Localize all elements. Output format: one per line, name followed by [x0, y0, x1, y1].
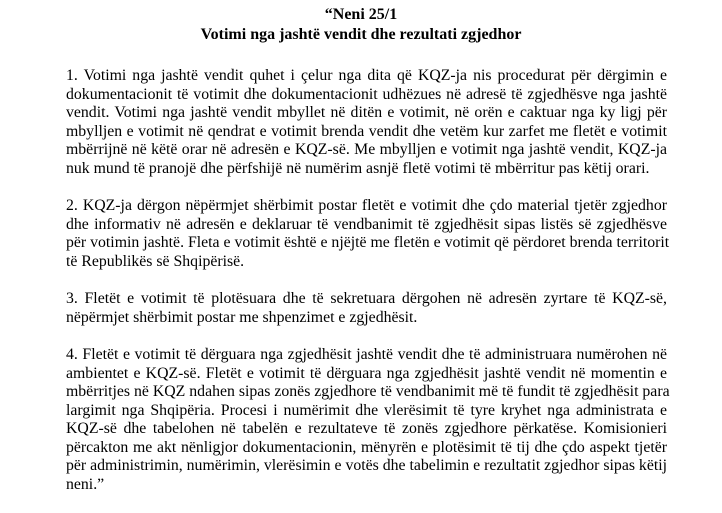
text-line: 2. KQZ-ja dërgon nëpërmjet shërbimit postar fletët e votimit dhe çdo material tjetër zgjedhor: [66, 197, 667, 215]
text-line: 1. Votimi nga jashtë vendit quhet i çelur nga dita që KQZ-ja nis procedurat për dërgimin e: [66, 67, 667, 84]
text-line: largimit nga Shqipëria. Procesi i numërimit dhe vlerësimit të tyre kryhet nga administrata e: [66, 401, 667, 419]
text-line: nëpërmjet shërbimit postar me shpenzimet e zgjedhësit.: [66, 308, 418, 326]
text-line: të Republikës së Shqipërisë.: [66, 252, 245, 270]
paragraph-1: [66, 67, 667, 179]
text-line: nuk mund të pranojë dhe përfshijë në numërim asnjë fletë votimi të mbërritur pas këtij orari.: [66, 159, 650, 177]
text-line: 3. Fletët e votimit të plotësuara dhe të sekretuara dërgohen në adresën zyrtare të KQZ-së,: [66, 290, 667, 308]
article-body: [66, 67, 670, 513]
text-line: mbërrijnë në këtë orar në adresën e KQZ-së. Me mbylljen e votimit nga jashtë vendit, KQZ-ja: [66, 141, 667, 159]
text-line: mbylljen e votimit në qendrat e votimit brenda vendit dhe vetëm kur zarfet me fletët e votimit: [66, 122, 667, 140]
paragraph-2: [66, 197, 670, 271]
text-line: dhe informativ në adresën e deklaruar të vendbanimit të zgjedhësit sipas listës së zgjedhësve: [66, 215, 667, 233]
text-line: KQZ-së dhe tabelohen në tabelën e rezultateve të zonës zgjedhore përkatëse. Komisionieri: [66, 420, 667, 438]
text-line: për administrimin, numërimin, vlerësimin e votës dhe tabelimin e rezultatit zgjedhor sipas këtij: [66, 457, 668, 475]
text-line: përcakton me akt nënligjor dokumentacionin, mënyrën e plotësimit të tij dhe çdo aspekt tjetër: [66, 438, 667, 456]
text-line: dokumentacionit të votimit dhe dokumentacionit udhëzues në adresë të zgjedhësve nga jashtë: [66, 85, 667, 103]
text-line: ambientet e KQZ-së. Fletët e votimit të dërguara nga zgjedhësit jashtë vendit në momentin e: [66, 364, 667, 382]
text-line: mbërritjes në KQZ ndahen sipas zonës zgjedhore të vendbanimit më të fundit të zgjedhësit para: [66, 383, 670, 401]
paragraph-4: [66, 345, 670, 495]
text-line: vendit. Votimi nga jashtë vendit mbyllet në ditën e votimit, në orën e caktuar nga ky ligj për: [66, 104, 667, 122]
text-line: neni.”: [66, 476, 105, 494]
article-title: Votimi nga jashtë vendit dhe rezultati zgjedhor: [200, 26, 522, 43]
paragraph-3: [66, 290, 667, 327]
article-number: “Neni 25/1: [324, 6, 398, 23]
text-line: për votimin jashtë. Fleta e votimit është e njëjtë me fletën e votimit që përdoret brenda territorit: [66, 234, 670, 252]
text-line: 4. Fletët e votimit të dërguara nga zgjedhësit jashtë vendit dhe të administruara numërohen në: [66, 345, 667, 363]
